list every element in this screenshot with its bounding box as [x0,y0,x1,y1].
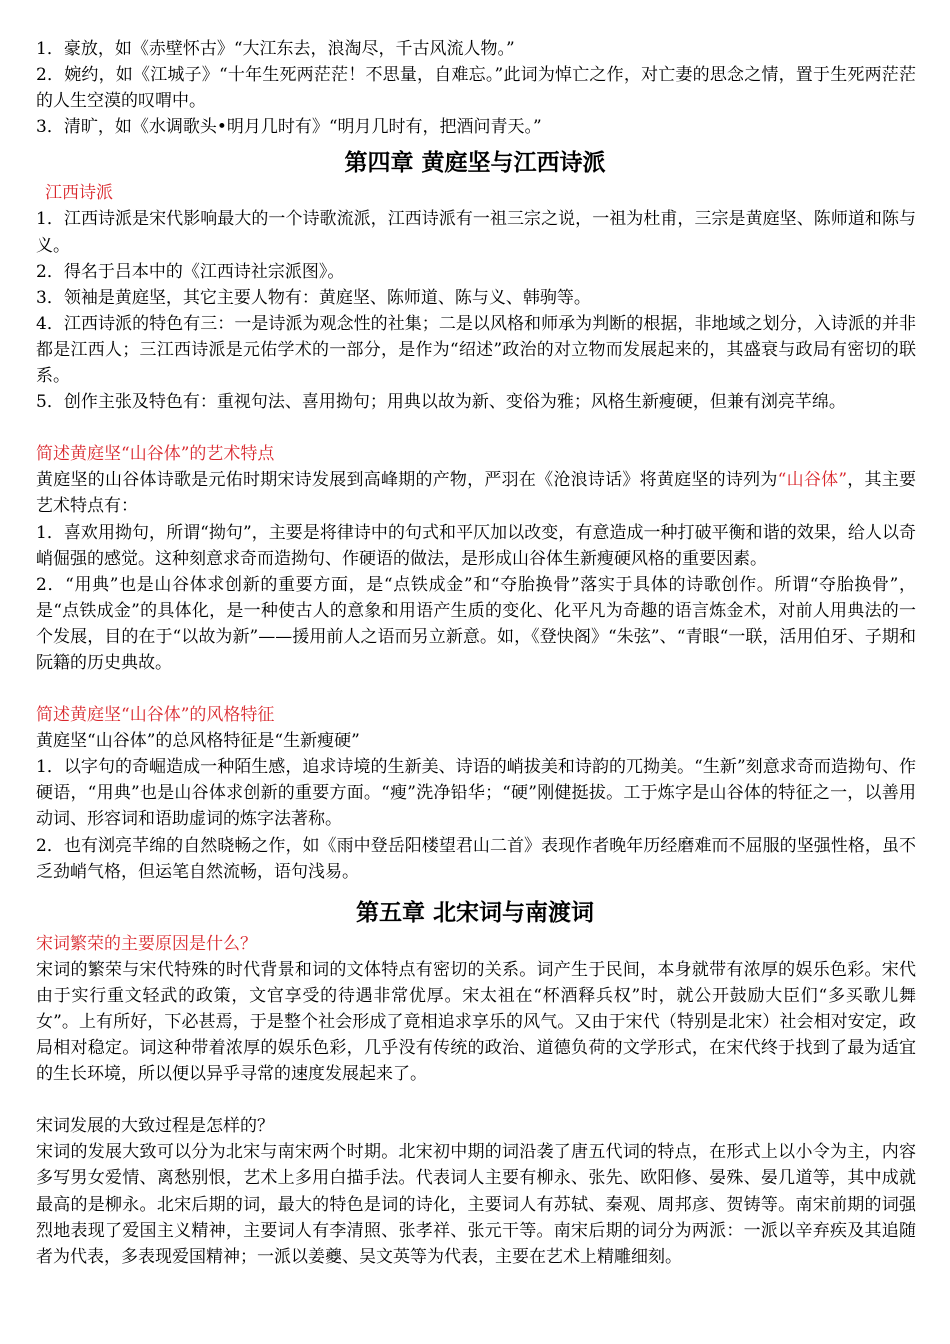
intro-item-2: 2．婉约，如《江城子》“十年生死两茫茫！不思量，自难忘。”此词为悼亡之作，对亡妻的思念之情，置于生死两茫茫的人生空漠的叹喟中。 [36,65,916,112]
intro-text-end: ，其主要艺术特点有： [36,470,917,517]
list-item: 1．以字句的奇崛造成一种陌生感，追求诗境的生新美、诗语的峭拔美和诗韵的兀拗美。“生新”刻意求奇而造拗句、作硬语，“用典”也是山谷体求创新的重要方面。“瘦”洗净铅华；“硬”刚健挺拔。工于炼字是山谷体的特征之一，以善用动词、形容词和语助虚词的炼字法著称。 [36,757,916,830]
spacer [36,676,916,702]
list-item: 1．江西诗派是宋代影响最大的一个诗歌流派，江西诗派有一祖三宗之说，一祖为杜甫，三宗是黄庭坚、陈师道和陈与义。 [36,209,916,256]
chapter-4-title: 第四章 黄庭坚与江西诗派 [344,150,606,177]
list-item: 4．江西诗派的特色有三：一是诗派为观念性的社集；二是以风格和师承为判断的根据，非地域之划分，入诗派的并非都是江西人；三江西诗派是元佑学术的一部分，是作为“绍述”政治的对立物而发展起来的，其盛衰与政局有密切的联系。 [36,313,916,387]
section-intro: 黄庭坚“山谷体”的总风格特征是“生新瘦硬” [36,731,360,752]
section-heading-jiangxi: 江西诗派 [45,183,113,204]
intro-highlight: “山谷体” [777,470,848,491]
intro-text: 黄庭坚的山谷体诗歌是元佑时期宋诗发展到高峰期的产物，严羽在《沧浪诗话》将黄庭坚的诗列为 [36,470,778,491]
section-intro [36,467,916,519]
section-heading-prosperity-reasons: 宋词繁荣的主要原因是什么？ [36,933,257,954]
list-item: 3．领袖是黄庭坚，其它主要人物有：黄庭坚、陈师道、陈与义、韩驹等。 [36,287,591,308]
section-heading-development: 宋词发展的大致过程是怎样的？ [36,1116,274,1137]
list-item: 2．“用典”也是山谷体求创新的重要方面，是“点铁成金”和“夺胎换骨”落实于具体的诗歌创作。所谓“夺胎换骨”，是“点铁成金”的具体化，是一种使古人的意象和用语产生质的变化、化平凡为奇趣的语言炼金术，对前人用典法的一个发展，目的在于“以故为新”——援用前人之语而另立新意。如，《登快阁》“朱弦”、“青眼“一联，活用伯牙、子期和阮籍的历史典故。 [36,574,916,673]
section-heading-style-features: 简述黄庭坚“山谷体”的风格特征 [36,705,275,726]
spacer [36,1087,916,1113]
section-heading-art-features: 简述黄庭坚“山谷体”的艺术特点 [36,444,275,465]
section-body: 宋词的繁荣与宋代特殊的时代背景和词的文体特点有密切的关系。词产生于民间，本身就带有浓厚的娱乐色彩。宋代由于实行重文轻武的政策，文官享受的待遇非常优厚。宋太祖在“杯酒释兵权”时，就公开鼓励大臣们“多买歌儿舞女”。上有所好，下必甚焉，于是整个社会形成了竟相追求享乐的风气。又由于宋代（特别是北宋）社会相对安定，政局相对稳定。词这种带着浓厚的娱乐色彩，几乎没有传统的政治、道德负荷的文学形式，在宋代终于找到了最为适宜的生长环境，所以便以异乎寻常的速度发展起来了。 [36,959,916,1085]
content-column [36,36,916,1270]
chapter-5-title: 第五章 北宋词与南渡词 [355,899,594,926]
list-item: 1．喜欢用拗句，所谓“拗句”，主要是将律诗中的句式和平仄加以改变，有意造成一种打破平衡和谐的效果，给人以奇峭倔强的感觉。这种刻意求奇而造拗句、作硬语的做法，是形成山谷体生新瘦硬风格的重要因素。 [36,522,916,569]
intro-item-3: 3．清旷，如《水调歌头•明月几时有》“明月几时有，把酒问青天。” [36,117,542,138]
list-item: 2．得名于吕本中的《江西诗社宗派图》。 [36,261,345,282]
spacer [36,415,916,441]
section-body: 宋词的发展大致可以分为北宋与南宋两个时期。北宋初中期的词沿袭了唐五代词的特点，在形式上以小令为主，内容多写男女爱情、离愁别恨，艺术上多用白描手法。代表词人主要有柳永、张先、欧阳修、晏殊、晏几道等，其中成就最高的是柳永。北宋后期的词，最大的特色是词的诗化，主要词人有苏轼、秦观、周邦彦、贺铸等。南宋前期的词强烈地表现了爱国主义精神，主要词人有李清照、张孝祥、张元干等。南宋后期的词分为两派：一派以辛弃疾及其追随者为代表，多表现爱国精神；一派以姜夔、吴文英等为代表，主要在艺术上精雕细刻。 [36,1142,916,1267]
intro-item-1: 1．豪放，如《赤壁怀古》“大江东去，浪淘尽，千古风流人物。” [36,39,515,59]
list-item: 5．创作主张及特色有：重视句法、喜用拗句；用典以故为新、变俗为雅；风格生新瘦硬，但兼有浏亮芊绵。 [36,392,846,413]
list-item: 2．也有浏亮芊绵的自然晓畅之作，如《雨中登岳阳楼望君山二首》表现作者晚年历经磨难而不屈服的坚强性格，虽不乏劲峭气格，但运笔自然流畅，语句浅易。 [36,835,916,882]
